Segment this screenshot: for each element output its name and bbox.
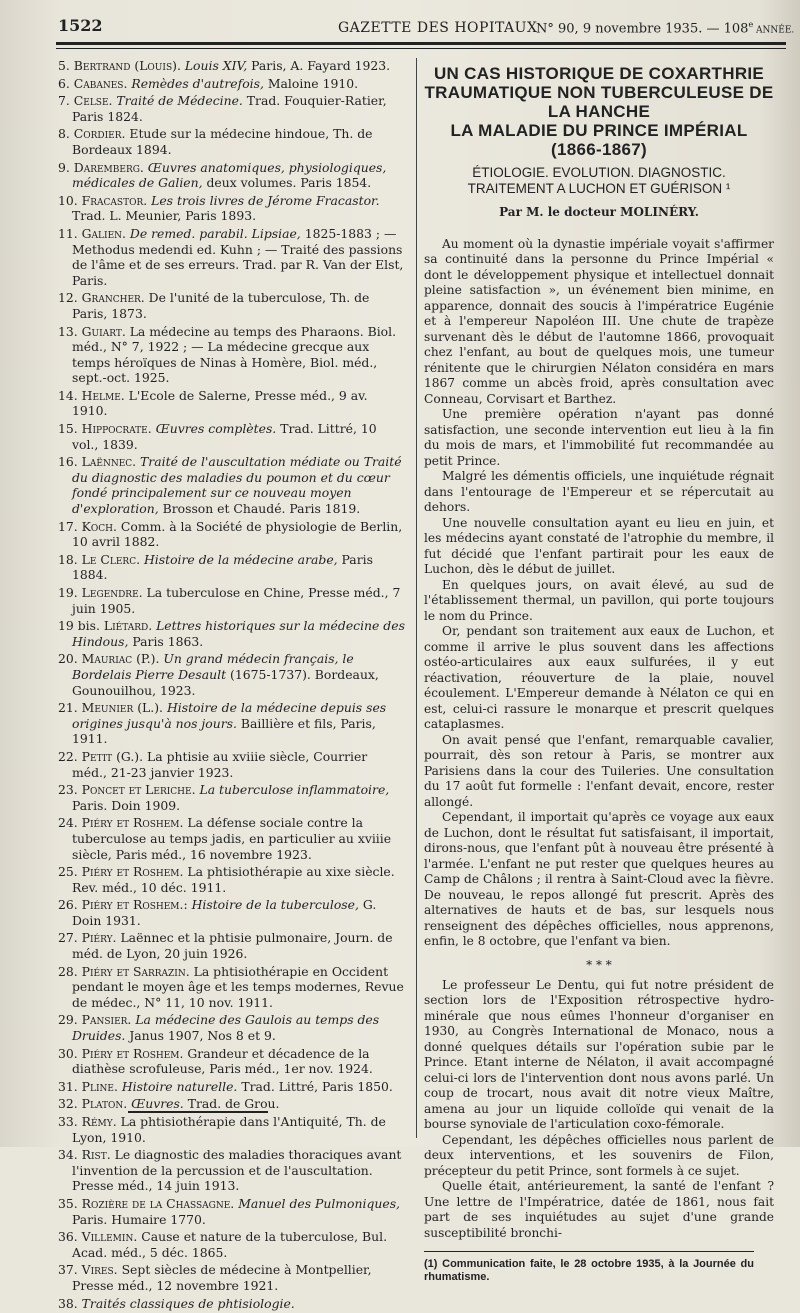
article-paragraph: Malgré les démentis officiels, une inquiétude régnait dans l'entourage de l'Empereur et se répercutait au dehors. — [424, 469, 774, 514]
reference-title: Les trois livres de Jérome Fracastor. — [151, 192, 380, 208]
reference-author: Cabanes. — [69, 75, 132, 91]
reference-author: Petit (G.). — [77, 748, 148, 764]
reference-number: 27. — [58, 930, 78, 946]
issue-sup: e — [748, 20, 754, 29]
reference-author: Rist. — [77, 1147, 115, 1163]
reference-author: Meunier (L.). — [77, 700, 167, 716]
reference-item — [58, 421, 406, 452]
article-body-part-1 — [424, 237, 774, 950]
reference-title: Histoire de la médecine depuis ses origines jusqu'à nos jours. — [72, 700, 387, 731]
header-rule-thick — [56, 42, 786, 45]
reference-number: 14. — [58, 387, 78, 403]
article-title-line-1: UN CAS HISTORIQUE DE COXARTHRIE — [433, 64, 765, 83]
reference-author: Hippocrate. — [77, 421, 156, 437]
article-paragraph: Cependant, il importait qu'après ce voyage aux eaux de Luchon, dont le résultat fut satisfaisant, il importait, dirons-nous, que l'enfant pût à nouveau être présenté à l'armée. L'enfant ne put rester que quelques heures au Camp de Châlons ; il rentra à Saint-Cloud avec la fièvre. De nouveau, le repos allongé fut prescrit. Après des alternatives de hauts et de bas, sur lesquels nous renseignent des dépêches officielles, nous apprenons, enfin, le 8 octobre, que l'enfant va bien. — [424, 810, 774, 948]
reference-details: Paris, A. Fayard 1923. — [247, 58, 391, 73]
reference-item — [58, 1296, 406, 1312]
reference-details: La phtisiothérapie en Occident pendant le moyen âge et les temps modernes, Revue de médec., N° 11, 10 nov. 1911. — [72, 963, 404, 1010]
reference-item — [58, 1229, 406, 1260]
reference-details: Baillière et fils, Paris, 1911. — [72, 715, 376, 747]
reference-item — [58, 388, 406, 419]
reference-number: 32. — [58, 1096, 78, 1112]
reference-item — [58, 1096, 406, 1112]
reference-details: deux volumes. Paris 1854. — [202, 175, 372, 191]
reference-details: 1825-1883 ; — Methodus medendi ed. Kuhn ; — Traité des passions de l'âme et de ses erreurs. Trad. par R. Van der Elst, Paris. — [72, 225, 404, 288]
reference-title: Œuvres. — [131, 1096, 184, 1112]
reference-details: Paris 1863. — [128, 633, 204, 649]
reference-item — [58, 749, 406, 780]
article-column — [424, 58, 774, 1284]
reference-number: 25. — [58, 864, 78, 880]
reference-author: Daremberg. — [69, 159, 148, 175]
reference-number: 20. — [58, 651, 78, 667]
reference-number: 30. — [58, 1045, 78, 1061]
reference-title: Manuel des Pulmoniques, — [238, 1195, 400, 1211]
reference-item — [58, 700, 406, 747]
reference-details: Trad. L. Meunier, Paris 1893. — [72, 208, 257, 224]
reference-details: Paris. Doin 1909. — [72, 797, 181, 813]
reference-author: Liétard. — [99, 618, 157, 634]
reference-details: La médecine au temps des Pharaons. Biol. méd., N° 7, 1922 ; — La médecine grecque aux temps héroïques de Ninas à Homère, Biol. méd., sept.-oct. 1925. — [72, 323, 397, 386]
reference-author: Pansier. — [77, 1012, 136, 1028]
issue-info — [536, 20, 794, 36]
reference-item — [58, 226, 406, 288]
reference-author: Rémy. — [77, 1114, 121, 1129]
reference-number: 21. — [58, 700, 78, 716]
reference-title: Histoire naturelle. — [121, 1078, 238, 1094]
reference-details: La défense sociale contre la tuberculose au temps jadis, en particulier au xviiie siècle, Paris méd., 16 novembre 1923. — [72, 815, 392, 862]
reference-title: Œuvres anatomiques, physiologiques, médicales de Galien, — [72, 159, 387, 191]
footnote: (1) Communication faite, le 28 octobre 1935, à la Journée du rhumatisme. — [424, 1251, 754, 1284]
reference-author: Helme. — [77, 387, 129, 403]
article-title-line-3: LA MALADIE DU PRINCE IMPÉRIAL (1866-1867) — [450, 121, 748, 159]
reference-details: Etude sur la médecine hindoue, Th. de Bordeaux 1894. — [72, 126, 373, 157]
reference-details: La phtisiothérapie dans l'Antiquité, Th. de Lyon, 1910. — [72, 1114, 386, 1145]
reference-number: 26. — [58, 897, 78, 913]
reference-author: Cordier. — [69, 126, 130, 142]
reference-number: 11. — [58, 225, 78, 241]
reference-number: 18. — [58, 551, 78, 567]
reference-author: Legendre. — [77, 585, 147, 600]
reference-author: Piéry et Roshem. — [77, 864, 188, 880]
article-paragraph: Or, pendant son traitement aux eaux de Luchon, et comme il arrive le plus souvent dans les affections ostéo-articulaires aux eaux sulfurées, il y eut réactivation, réouverture de la plaie, nouvel écoulement. L'Empereur demande à Nélaton ce qui en est, celui-ci rassure le monarque et prescrit quelques cataplasmes. — [424, 624, 774, 731]
reference-details: Cause et nature de la tuberculose, Bul. Acad. méd., 5 déc. 1865. — [72, 1229, 388, 1260]
reference-item — [58, 160, 406, 191]
reference-author: Piéry et Sarrazin. — [77, 963, 194, 979]
column-end-rule — [128, 1111, 268, 1113]
article-paragraph: En quelques jours, on avait élevé, au sud de l'établissement thermal, un pavillon, qui porte toujours le nom du Prince. — [424, 577, 774, 623]
reference-number: 19. — [58, 585, 78, 600]
reference-number: 37. — [58, 1262, 78, 1278]
reference-author: Fracastor. — [77, 192, 152, 208]
reference-item — [58, 782, 406, 813]
reference-author: Pline. — [77, 1078, 122, 1094]
reference-author: Piéry. — [77, 930, 121, 946]
reference-title: Traité de l'auscultation médiate ou Traité du diagnostic des maladies du poumon et du cœur fondé principalement sur ce nouveau moyen d'exploration, — [72, 454, 402, 517]
reference-details: Paris. Humaire 1770. — [72, 1211, 206, 1227]
reference-item — [58, 1079, 406, 1095]
reference-details: Janus 1907, Nos 8 et 9. — [125, 1028, 276, 1044]
article-subtitle-line-1: ÉTIOLOGIE. EVOLUTION. DIAGNOSTIC. — [472, 165, 726, 180]
reference-details: Comm. à la Société de physiologie de Berlin, 10 avril 1882. — [72, 518, 403, 550]
reference-number: 22. — [58, 748, 78, 764]
reference-author: Grancher. — [77, 290, 149, 306]
reference-number: 29. — [58, 1012, 78, 1028]
reference-item — [58, 1196, 406, 1227]
reference-item — [58, 58, 406, 74]
reference-title: Histoire de la tuberculose, — [191, 897, 359, 913]
publication-name: GAZETTE DES HOPITAUX — [338, 20, 538, 36]
article-paragraph: On avait pensé que l'enfant, remarquable cavalier, pourrait, dès son retour à Paris, se montrer aux Parisiens dans la cour des Tuileries. Une consultation du 17 août fut formelle : l'enfant devait, encore, rester allongé. — [424, 732, 774, 809]
article-paragraph: Cependant, les dépêches officielles nous parlent de deux interventions, et les souvenirs de Filon, précepteur du petit Prince, sont formels à ce sujet. — [424, 1132, 774, 1178]
reference-list — [58, 58, 406, 1313]
reference-details: De l'unité de la tuberculose, Th. de Paris, 1873. — [72, 290, 370, 321]
reference-item — [58, 1046, 406, 1077]
reference-author: Guiart. — [77, 323, 130, 339]
reference-number: 10. — [58, 192, 78, 208]
column-divider — [416, 58, 417, 1138]
reference-item — [58, 618, 406, 649]
reference-author: Platon. — [77, 1096, 132, 1112]
reference-item — [58, 815, 406, 862]
reference-author: Vires. — [77, 1262, 122, 1278]
reference-item — [58, 93, 406, 124]
reference-number: 8. — [58, 126, 70, 142]
article-body-part-2 — [424, 978, 774, 1242]
reference-number: 12. — [58, 290, 78, 306]
reference-details: La tuberculose en Chine, Presse méd., 7 juin 1905. — [72, 585, 401, 616]
reference-details: La phtisiothérapie au xixe siècle. Rev. méd., 10 déc. 1911. — [72, 864, 395, 895]
reference-details: Trad. Fouquier-Ratier, Paris 1824. — [72, 93, 387, 124]
reference-number: 15. — [58, 421, 78, 437]
reference-number: 13. — [58, 323, 78, 339]
article-subtitle — [424, 165, 774, 197]
reference-details: Laënnec et la phtisie pulmonaire, Journ. de méd. de Lyon, 20 juin 1926. — [72, 930, 393, 962]
article-paragraph: Une nouvelle consultation ayant eu lieu en juin, et les médecins ayant constaté de l'atrophie du membre, il fut décidé que l'enfant partirait pour les eaux de Luchon, dès le début de juillet. — [424, 515, 774, 576]
reference-author: Bertrand (Louis). — [69, 58, 185, 73]
reference-author: Villemin. — [77, 1229, 142, 1245]
reference-title: Lettres historiques sur la médecine des Hindous, — [72, 618, 405, 649]
issue-main: N° 90, 9 novembre 1935. — 108 — [536, 21, 749, 37]
reference-details: La phtisie au xviiie siècle, Courrier méd., 21-23 janvier 1923. — [72, 748, 368, 780]
reference-item — [58, 964, 406, 1011]
reference-item — [58, 864, 406, 895]
reference-item — [58, 454, 406, 516]
article-subtitle-line-2: TRAITEMENT A LUCHON ET GUÉRISON ¹ — [467, 181, 731, 196]
reference-author: Piéry et Roshem. — [77, 1045, 188, 1061]
reference-number: 36. — [58, 1229, 78, 1245]
reference-details: Maloine 1910. — [263, 75, 359, 91]
reference-details: Grandeur et décadence de la diathèse scrofuleuse, Paris méd., 1er nov. 1924. — [72, 1045, 373, 1077]
reference-title: Histoire de la médecine arabe, — [143, 551, 338, 567]
reference-author: Piéry et Roshem.: — [77, 897, 192, 913]
reference-item — [58, 585, 406, 616]
reference-title: Remèdes d'autrefois, — [131, 75, 264, 91]
reference-item — [58, 1012, 406, 1043]
reference-item — [58, 897, 406, 928]
article-author: Par M. le docteur MOLINÉRY. — [499, 205, 699, 219]
reference-number: 31. — [58, 1078, 78, 1094]
reference-title: Louis XIV, — [184, 58, 248, 73]
reference-item — [58, 193, 406, 224]
header-rule-thin — [56, 48, 786, 49]
reference-author: Poncet et Leriche. — [77, 782, 200, 798]
reference-title: Œuvres complètes. — [155, 421, 277, 437]
reference-author: Laënnec. — [77, 454, 141, 470]
article-paragraph: Une première opération n'ayant pas donné satisfaction, une seconde intervention eut lieu à la fin du mois de mars, et l'immobilité fut recommandée au petit Prince. — [424, 407, 774, 468]
reference-details: Brosson et Chaudé. Paris 1819. — [158, 501, 361, 517]
reference-details: Trad. de Grou. — [183, 1096, 280, 1112]
reference-details: Trad. Littré, Paris 1850. — [237, 1078, 393, 1094]
article-title — [424, 64, 774, 159]
reference-details: G. Doin 1931. — [72, 897, 377, 928]
issue-small: ANNÉE. — [753, 25, 795, 36]
reference-author: Celse. — [69, 93, 117, 109]
reference-author: Mauriac (P.). — [77, 651, 164, 667]
reference-number: 7. — [58, 93, 70, 109]
reference-details: Trad. Littré, 10 vol., 1839. — [72, 421, 377, 452]
reference-item — [58, 1147, 406, 1194]
reference-item — [58, 651, 406, 698]
reference-author: Le Clerc. — [77, 551, 144, 567]
reference-author: Rozière de la Chassagne. — [77, 1195, 239, 1211]
reference-title: De remed. parabil. Lipsiae, — [129, 225, 301, 241]
reference-details: Sept siècles de médecine à Montpellier, Presse méd., 12 novembre 1921. — [72, 1262, 372, 1293]
reference-item — [58, 1114, 406, 1145]
reference-number: 33. — [58, 1114, 78, 1129]
reference-number: 16. — [58, 454, 78, 470]
reference-item — [58, 552, 406, 583]
reference-details: Le diagnostic des maladies thoraciques avant l'invention de la percussion et de l'auscultation. Presse méd., 14 juin 1913. — [72, 1147, 402, 1194]
reference-item — [58, 290, 406, 321]
reference-number: 34. — [58, 1147, 78, 1163]
reference-number: 19 bis. — [58, 618, 100, 634]
article-paragraph: Le professeur Le Dentu, qui fut notre président de section lors de l'Exposition rétrospective hydro-minérale que nous eûmes l'honneur d'organiser en 1930, au Congrès International de Monaco, nous a donné quelques détails sur l'opération subie par le Prince. Etant interne de Nélaton, il avait accompagné celui-ci lors de l'intervention dont nous avons parlé. Un coup de trocart, nous avait dit notre vieux Maître, amena au jour un liquide colloïde qui venait de la bourse synoviale de l'articulation coxo-fémorale. — [424, 977, 774, 1131]
reference-number: 38. — [58, 1295, 78, 1311]
reference-details: (1675-1737). Bordeaux, Gounouilhou, 1923. — [72, 666, 379, 698]
reference-number: 17. — [58, 518, 78, 534]
page-number: 1522 — [58, 16, 103, 35]
reference-item — [58, 76, 406, 92]
reference-details: Paris 1884. — [72, 551, 373, 583]
reference-number: 6. — [58, 75, 70, 91]
reference-author: Koch. — [77, 518, 121, 534]
reference-author: Piéry et Roshem. — [77, 815, 188, 831]
section-separator: * * * — [586, 957, 612, 972]
reference-item — [58, 930, 406, 961]
reference-number: 23. — [58, 782, 78, 798]
reference-author: Galien. — [77, 225, 130, 241]
reference-number: 35. — [58, 1195, 78, 1211]
article-paragraph: Quelle était, antérieurement, la santé de l'enfant ? Une lettre de l'Impératrice, datée de 1861, nous fait part de ses inquiétudes au sujet d'une grande susceptibilité bronchi- — [424, 1179, 774, 1240]
reference-title: Traité de Médecine. — [116, 93, 243, 109]
reference-item — [58, 519, 406, 550]
reference-title: Un grand médecin français, le Bordelais Pierre Desault — [72, 651, 354, 682]
reference-number: 5. — [58, 58, 70, 73]
reference-number: 24. — [58, 815, 78, 831]
reference-title: La tuberculose inflammatoire, — [199, 782, 390, 798]
reference-item — [58, 324, 406, 386]
reference-title: Traités classiques de phtisiologie. — [77, 1295, 295, 1311]
reference-number: 9. — [58, 159, 70, 175]
article-title-line-2: TRAUMATIQUE NON TUBERCULEUSE DE LA HANCHE — [424, 83, 774, 121]
reference-item — [58, 1262, 406, 1293]
reference-details: L'Ecole de Salerne, Presse méd., 9 av. 1910. — [72, 387, 368, 419]
article-paragraph: Au moment où la dynastie impériale voyait s'affirmer sa continuité dans la personne du Prince Impérial « dont le développement physique et intellectuel donnait pleine satisfaction », un événement bien minime, en apparence, donnait des soucis à l'impératrice Eugénie et à l'empereur Napoléon III. Une chute de trapèze survenant dès le début de l'automne 1866, provoquait chez l'enfant, au bout de quelques mois, une tumeur rénitente que le chirurgien Nélaton considéra en mars 1867 comme un abcès froid, après consultation avec Conneau, Corvisart et Barthez. — [424, 236, 774, 406]
reference-number: 28. — [58, 963, 78, 979]
reference-item — [58, 126, 406, 157]
reference-title: La médecine des Gaulois au temps des Druides. — [72, 1012, 380, 1044]
